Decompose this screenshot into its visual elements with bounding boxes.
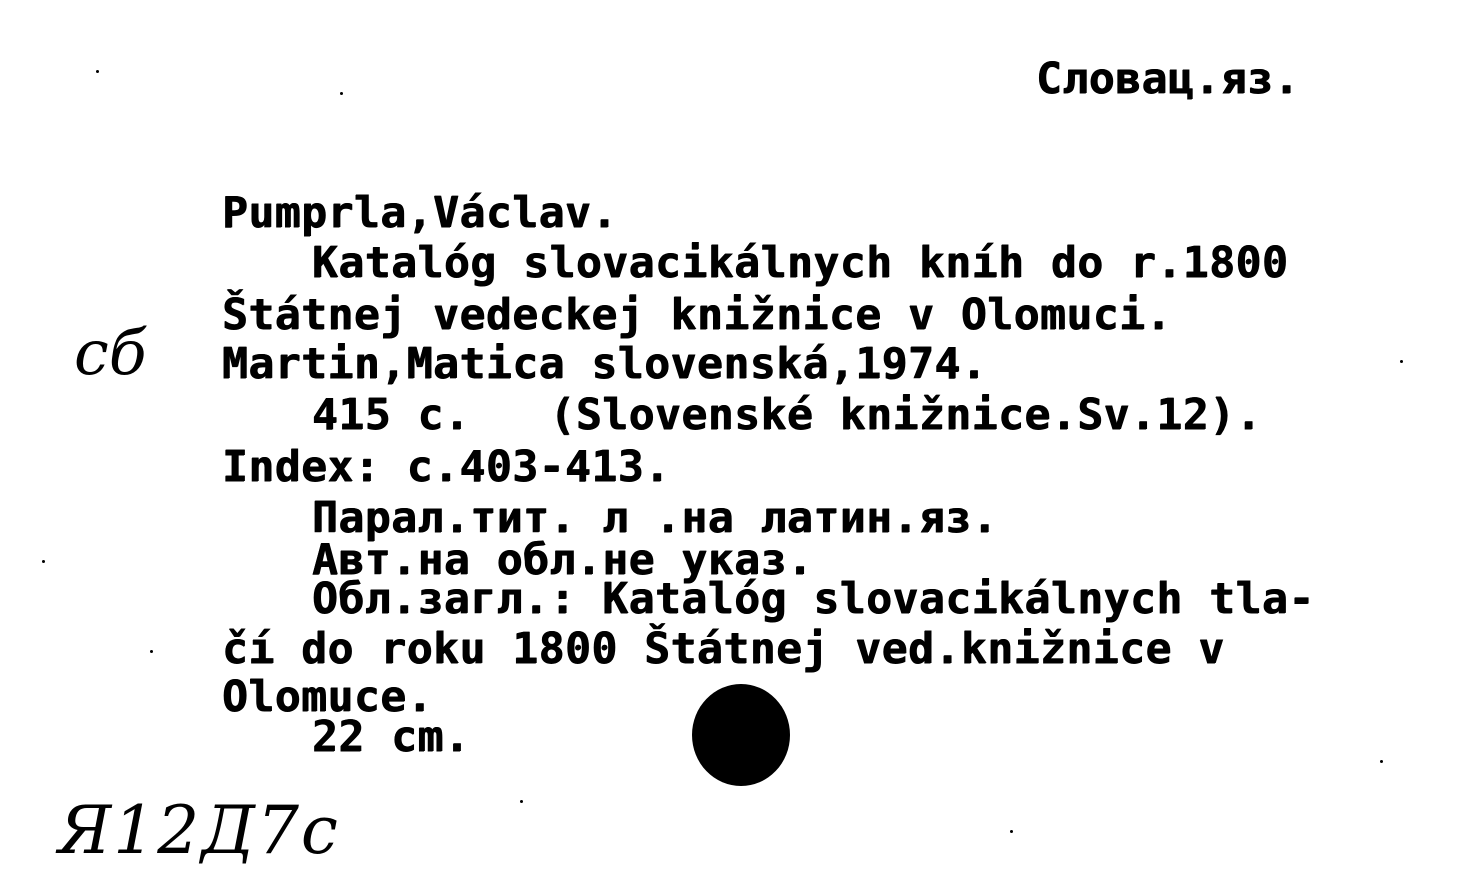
speck — [1010, 830, 1013, 833]
speck — [42, 560, 45, 563]
imprint-line: Martin,Matica slovenská,1974. — [222, 339, 988, 389]
cover-title-line-2: čí do roku 1800 Štátnej ved.knižnice v — [222, 624, 1225, 674]
speck — [1380, 760, 1383, 763]
call-number: Я12Д7с — [58, 792, 340, 869]
cover-title-line-1: Обл.загл.: Katalóg slovacikálnych tla- — [312, 574, 1315, 624]
punch-hole — [692, 684, 790, 786]
speck — [340, 92, 343, 95]
author-line: Pumprla,Václav. — [222, 188, 618, 238]
speck — [520, 800, 523, 803]
cover-title-line-3: Olomuce. — [222, 672, 434, 722]
speck — [150, 650, 153, 653]
author-note: Авт.на обл.не указ. — [312, 535, 814, 585]
margin-mark: сб — [74, 316, 147, 389]
collation-line: 415 с. (Slovenské knižnice.Sv.12). — [312, 390, 1262, 440]
speck — [1400, 360, 1403, 363]
subject-heading: Словац.яз. — [1036, 54, 1300, 104]
speck — [96, 70, 99, 73]
parallel-title-note: Парал.тит. л .на латин.яз. — [312, 493, 999, 543]
title-line-1: Katalóg slovacikálnych kníh do r.1800 — [312, 238, 1289, 288]
index-note: Index: с.403-413. — [222, 442, 671, 492]
size-line: 22 cm. — [312, 712, 471, 762]
title-line-2: Štátnej vedeckej knižnice v Olomuci. — [222, 290, 1172, 340]
